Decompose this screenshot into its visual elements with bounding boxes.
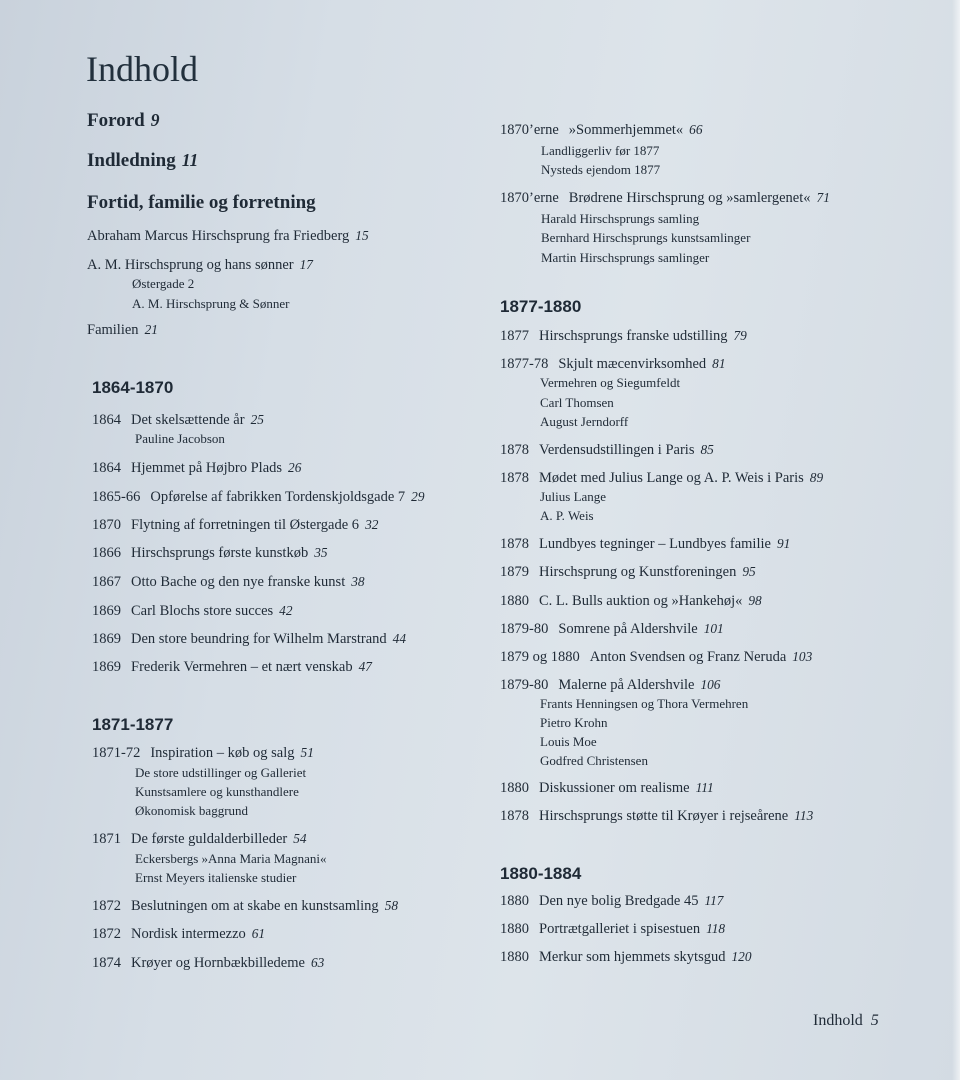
page-number: 118 bbox=[706, 921, 726, 936]
page-number: 71 bbox=[816, 190, 830, 205]
entry-year: 1870 bbox=[92, 517, 121, 533]
page-number: 51 bbox=[300, 745, 314, 760]
page-number: 26 bbox=[288, 460, 302, 475]
entry-year: 1869 bbox=[92, 659, 121, 675]
entry-title: Bernhard Hirschsprungs kunstsamlinger bbox=[541, 230, 751, 245]
entry-year: 1866 bbox=[92, 545, 121, 561]
page-number: 44 bbox=[392, 631, 406, 646]
entry-title: Mødet med Julius Lange og A. P. Weis i Paris bbox=[539, 470, 804, 486]
entry-title: Krøyer og Hornbækbilledeme bbox=[131, 955, 305, 971]
toc-entry bbox=[92, 659, 372, 676]
entry-title: Opførelse af fabrikken Tordenskjoldsgade 7 bbox=[150, 489, 406, 505]
page-number: 95 bbox=[742, 564, 756, 579]
toc-entry bbox=[500, 593, 762, 610]
toc-subentry bbox=[540, 715, 608, 731]
toc-subentry bbox=[541, 250, 709, 266]
section-heading bbox=[92, 378, 173, 398]
entry-title: Hirschsprungs franske udstilling bbox=[539, 328, 728, 344]
entry-title: Carl Thomsen bbox=[540, 395, 614, 410]
entry-year: 1880 bbox=[500, 780, 529, 796]
entry-title: 1871-1877 bbox=[92, 715, 174, 734]
section-heading bbox=[500, 297, 581, 317]
toc-entry bbox=[87, 150, 198, 172]
entry-year: 1879 bbox=[500, 564, 529, 580]
entry-title: Pietro Krohn bbox=[540, 715, 608, 730]
toc-entry bbox=[500, 356, 725, 373]
toc-subentry bbox=[541, 230, 750, 246]
page-number: 38 bbox=[351, 574, 365, 589]
entry-title: Abraham Marcus Hirschsprung fra Friedberg bbox=[87, 228, 350, 244]
toc-subentry bbox=[135, 870, 296, 886]
page-number: 63 bbox=[310, 955, 325, 970]
entry-title: Landliggerliv før 1877 bbox=[541, 143, 660, 158]
page-number: 106 bbox=[700, 677, 721, 692]
entry-title: De store udstillinger og Galleriet bbox=[135, 765, 307, 780]
entry-title: Louis Moe bbox=[540, 734, 597, 749]
toc-subentry bbox=[540, 508, 594, 524]
entry-year: 1872 bbox=[92, 926, 121, 942]
page-number: 81 bbox=[712, 356, 726, 371]
page-number: 61 bbox=[251, 926, 266, 941]
page-number: 15 bbox=[355, 228, 369, 243]
toc-entry bbox=[500, 893, 723, 910]
entry-year: 1865-66 bbox=[92, 489, 141, 505]
page-number: 54 bbox=[293, 831, 307, 846]
entry-year: 1879 og 1880 bbox=[500, 649, 580, 665]
entry-title: Nysteds ejendom 1877 bbox=[541, 162, 661, 177]
toc-entry bbox=[92, 745, 314, 762]
entry-title: Harald Hirschsprungs samling bbox=[541, 211, 700, 226]
toc-entry bbox=[92, 831, 307, 848]
entry-title: »Sommerhjemmet« bbox=[568, 122, 684, 138]
toc-entry bbox=[92, 489, 424, 506]
page-number: 58 bbox=[384, 898, 399, 913]
toc-entry bbox=[500, 470, 823, 487]
entry-title: Ernst Meyers italienske studier bbox=[135, 870, 297, 885]
toc-subentry bbox=[541, 162, 660, 178]
entry-year: 1870’erne bbox=[500, 190, 559, 206]
toc-subentry bbox=[135, 431, 225, 447]
toc-entry bbox=[500, 564, 756, 581]
page-number: 29 bbox=[411, 489, 425, 504]
toc-entry bbox=[500, 190, 830, 207]
entry-title: Fortid, familie og forretning bbox=[87, 192, 316, 213]
page-number: 98 bbox=[748, 593, 762, 608]
toc-entry bbox=[92, 631, 406, 648]
entry-title: Hirschsprungs støtte til Krøyer i rejseårene bbox=[539, 808, 789, 824]
entry-title: Anton Svendsen og Franz Neruda bbox=[589, 649, 787, 665]
page-number: 79 bbox=[733, 328, 747, 343]
toc-entry bbox=[92, 898, 398, 915]
entry-title: Østergade 2 bbox=[132, 276, 195, 291]
page-footer bbox=[813, 1012, 879, 1030]
toc-subentry bbox=[540, 696, 748, 712]
page-number: 21 bbox=[144, 322, 158, 337]
toc-entry bbox=[500, 780, 714, 797]
entry-title: Somrene på Aldershvile bbox=[558, 621, 698, 637]
toc-entry bbox=[87, 228, 369, 245]
entry-title: Hirschsprungs første kunstkøb bbox=[131, 545, 309, 561]
toc-entry bbox=[500, 621, 724, 638]
page-number: 9 bbox=[150, 110, 160, 130]
toc-entry bbox=[92, 517, 378, 534]
toc-entry bbox=[500, 122, 702, 139]
footer-label: Indhold bbox=[813, 1012, 863, 1029]
entry-title: Den store beundring for Wilhelm Marstrand bbox=[131, 631, 387, 647]
toc-entry bbox=[500, 808, 813, 825]
entry-year: 1867 bbox=[92, 574, 121, 590]
entry-title: Portrætgalleriet i spisestuen bbox=[539, 921, 701, 937]
toc-entry bbox=[92, 412, 264, 429]
entry-year: 1864 bbox=[92, 412, 121, 428]
page-title: Indhold bbox=[86, 49, 198, 89]
entry-title: Lundbyes tegninger – Lundbyes familie bbox=[539, 536, 771, 552]
entry-title: Frederik Vermehren – et nært venskab bbox=[131, 659, 353, 675]
entry-year: 1878 bbox=[500, 536, 529, 552]
entry-title: Familien bbox=[87, 322, 139, 338]
toc-entry bbox=[92, 574, 365, 591]
toc-entry bbox=[500, 536, 790, 553]
entry-year: 1869 bbox=[92, 631, 121, 647]
entry-title: De første guldalderbilleder bbox=[131, 831, 288, 847]
entry-title: Nordisk intermezzo bbox=[131, 926, 246, 942]
entry-title: Pauline Jacobson bbox=[135, 431, 225, 446]
toc-subentry bbox=[135, 784, 299, 800]
toc-entry bbox=[87, 110, 159, 132]
toc-entry bbox=[500, 328, 747, 345]
entry-title: Flytning af forretningen til Østergade 6 bbox=[131, 517, 360, 533]
entry-title: Hirschsprung og Kunstforeningen bbox=[539, 564, 737, 580]
toc-entry bbox=[92, 926, 265, 943]
entry-title: Beslutningen om at skabe en kunstsamling bbox=[131, 898, 379, 914]
entry-year: 1880 bbox=[500, 921, 529, 937]
toc-entry bbox=[92, 955, 324, 972]
entry-year: 1872 bbox=[92, 898, 121, 914]
toc-subentry bbox=[135, 803, 248, 819]
entry-year: 1878 bbox=[500, 808, 529, 824]
page-number: 89 bbox=[809, 470, 824, 485]
toc-entry bbox=[500, 649, 812, 666]
entry-title: Den nye bolig Bredgade 45 bbox=[539, 893, 699, 909]
toc-entry bbox=[92, 460, 301, 477]
entry-year: 1879-80 bbox=[500, 677, 549, 693]
page-number: 17 bbox=[299, 257, 313, 272]
page-number: 66 bbox=[689, 122, 703, 137]
entry-title: Malerne på Aldershvile bbox=[558, 677, 695, 693]
toc-subentry bbox=[135, 851, 326, 867]
toc-subentry bbox=[135, 765, 306, 781]
section-heading bbox=[500, 864, 581, 884]
page-number: 85 bbox=[700, 442, 714, 457]
entry-year: 1878 bbox=[500, 470, 529, 486]
page-number: 113 bbox=[794, 808, 814, 823]
entry-title: August Jerndorff bbox=[540, 414, 629, 429]
page-number: 42 bbox=[279, 603, 293, 618]
toc-subentry bbox=[132, 296, 289, 312]
toc-subentry bbox=[540, 375, 680, 391]
entry-title: A. P. Weis bbox=[540, 508, 594, 523]
page-number: 32 bbox=[365, 517, 379, 532]
entry-year: 1880 bbox=[500, 893, 529, 909]
entry-title: Godfred Christensen bbox=[540, 753, 648, 768]
entry-title: Frants Henningsen og Thora Vermehren bbox=[540, 696, 749, 711]
entry-title: Skjult mæcenvirksomhed bbox=[558, 356, 707, 372]
toc-entry bbox=[500, 677, 720, 694]
footer-page-number: 5 bbox=[870, 1012, 879, 1029]
entry-title: Julius Lange bbox=[540, 489, 607, 504]
page-number: 101 bbox=[703, 621, 724, 636]
page-number: 11 bbox=[181, 150, 199, 170]
entry-title: Carl Blochs store succes bbox=[131, 603, 274, 619]
entry-title: Martin Hirschsprungs samlinger bbox=[541, 250, 710, 265]
entry-year: 1880 bbox=[500, 949, 529, 965]
page-number: 91 bbox=[776, 536, 791, 551]
entry-title: Verdensudstillingen i Paris bbox=[539, 442, 695, 458]
entry-year: 1871-72 bbox=[92, 745, 141, 761]
entry-year: 1879-80 bbox=[500, 621, 549, 637]
page-number: 111 bbox=[695, 780, 714, 795]
toc-entry bbox=[92, 603, 292, 620]
entry-title: 1880-1884 bbox=[500, 864, 582, 883]
entry-year: 1878 bbox=[500, 442, 529, 458]
toc-subentry bbox=[540, 395, 614, 411]
toc-entry bbox=[92, 545, 328, 562]
entry-year: 1874 bbox=[92, 955, 121, 971]
entry-title: Vermehren og Siegumfeldt bbox=[540, 375, 681, 390]
entry-year: 1864 bbox=[92, 460, 121, 476]
page-number: 120 bbox=[731, 949, 752, 964]
page-number: 103 bbox=[792, 649, 813, 664]
toc-subentry bbox=[540, 753, 648, 769]
entry-title: Hjemmet på Højbro Plads bbox=[131, 460, 283, 476]
entry-title: Diskussioner om realisme bbox=[539, 780, 690, 796]
entry-year: 1870’erne bbox=[500, 122, 559, 138]
entry-title: Indledning bbox=[87, 150, 176, 171]
page-number: 47 bbox=[358, 659, 372, 674]
entry-title: Inspiration – køb og salg bbox=[150, 745, 295, 761]
entry-year: 1871 bbox=[92, 831, 121, 847]
page-number: 117 bbox=[704, 893, 724, 908]
entry-title: A. M. Hirschsprung og hans sønner bbox=[87, 257, 294, 273]
entry-title: Det skelsættende år bbox=[131, 412, 245, 428]
toc-entry bbox=[500, 949, 751, 966]
entry-title: Eckersbergs »Anna Maria Magnani« bbox=[135, 851, 327, 866]
toc-entry bbox=[87, 192, 316, 214]
entry-title: C. L. Bulls auktion og »Hankehøj« bbox=[539, 593, 743, 609]
toc-subentry bbox=[540, 734, 597, 750]
page-number: 35 bbox=[314, 545, 328, 560]
entry-title: Merkur som hjemmets skytsgud bbox=[539, 949, 726, 965]
toc-subentry bbox=[540, 414, 628, 430]
page-number: 25 bbox=[250, 412, 264, 427]
toc-subentry bbox=[541, 143, 659, 159]
entry-title: 1877-1880 bbox=[500, 297, 582, 316]
toc-entry bbox=[500, 442, 714, 459]
entry-title: 1864-1870 bbox=[92, 378, 174, 397]
entry-year: 1869 bbox=[92, 603, 121, 619]
toc-entry bbox=[87, 257, 313, 274]
toc-subentry bbox=[540, 489, 606, 505]
entry-title: A. M. Hirschsprung & Sønner bbox=[132, 296, 290, 311]
entry-title: Brødrene Hirschsprung og »samlergenet« bbox=[568, 190, 811, 206]
toc-subentry bbox=[541, 211, 699, 227]
entry-title: Økonomisk baggrund bbox=[135, 803, 249, 818]
entry-title: Forord bbox=[87, 110, 145, 131]
page-edge bbox=[952, 0, 960, 1080]
entry-year: 1880 bbox=[500, 593, 529, 609]
toc-entry bbox=[87, 322, 158, 339]
section-heading bbox=[92, 715, 173, 735]
entry-title: Kunstsamlere og kunsthandlere bbox=[135, 784, 299, 799]
toc-entry bbox=[500, 921, 725, 938]
entry-year: 1877-78 bbox=[500, 356, 549, 372]
toc-subentry bbox=[132, 276, 194, 292]
entry-title: Otto Bache og den nye franske kunst bbox=[131, 574, 346, 590]
entry-year: 1877 bbox=[500, 328, 529, 344]
